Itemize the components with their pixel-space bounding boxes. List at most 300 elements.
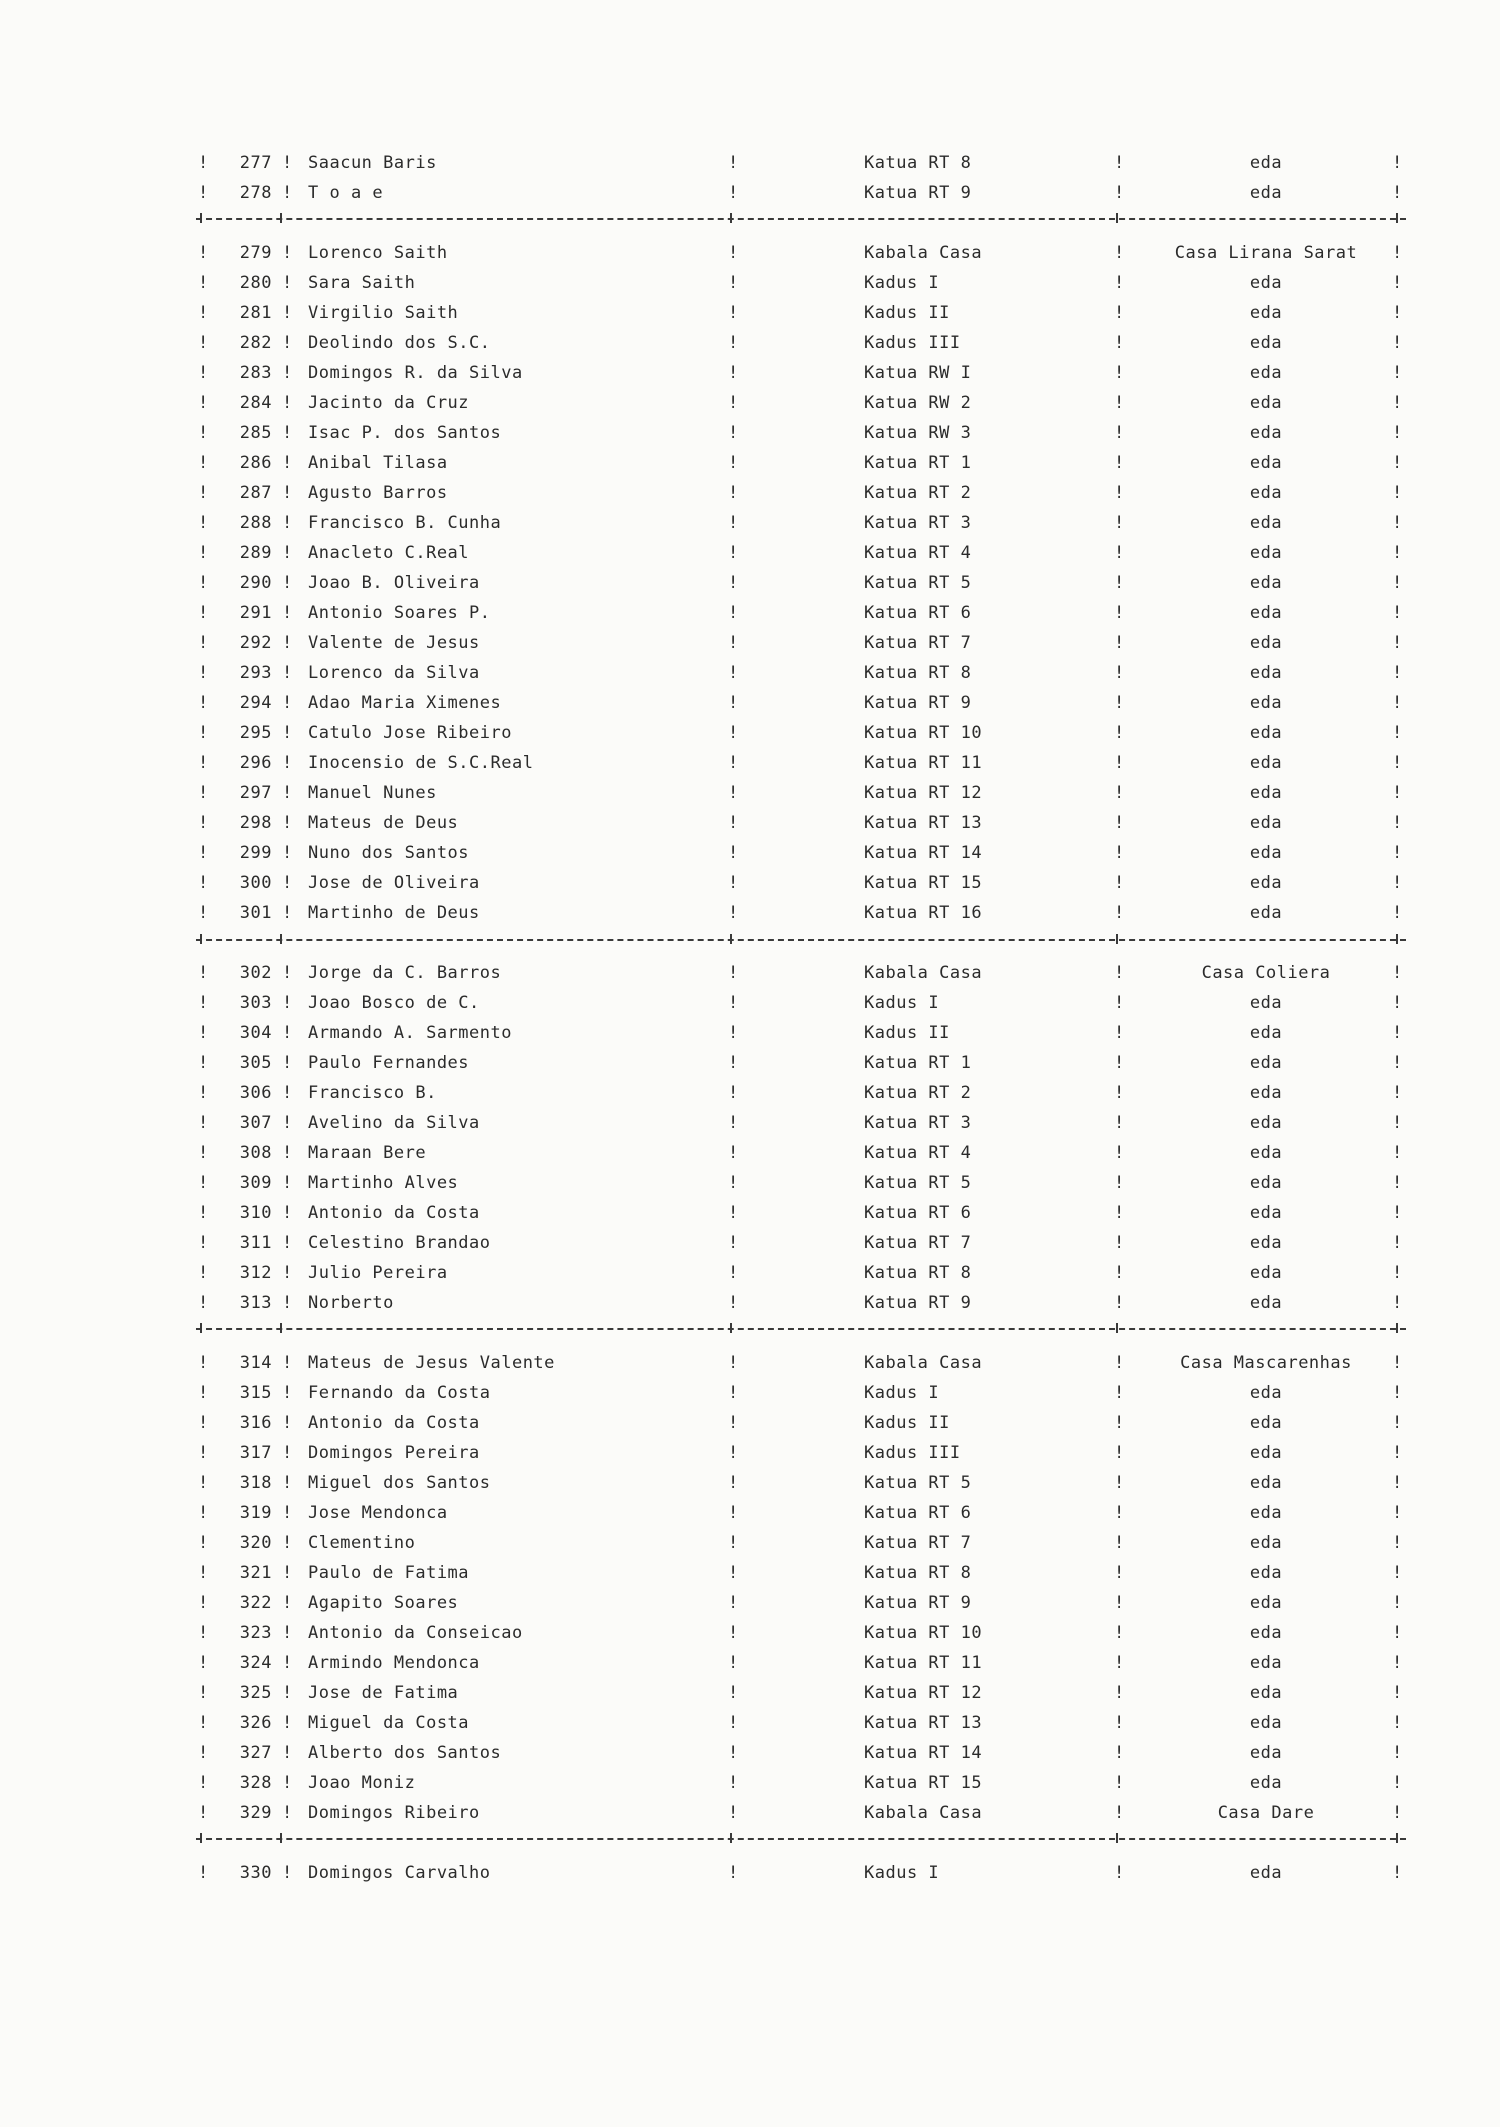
row-border: ! <box>728 1053 739 1073</box>
table-row <box>196 1138 1406 1168</box>
table-row <box>196 1048 1406 1078</box>
row-border-right: ! <box>1392 1863 1403 1883</box>
row-border: ! <box>728 1683 739 1703</box>
row-border: ! <box>728 603 739 623</box>
house-name: eda <box>1249 453 1283 473</box>
column-tick <box>730 1323 732 1333</box>
row-border: ! <box>1114 1863 1125 1883</box>
row-number: 286 <box>239 453 272 473</box>
row-border-right: ! <box>1392 1563 1403 1583</box>
row-border: ! <box>1114 1083 1125 1103</box>
role-title: Katua RT 7 <box>864 1533 972 1553</box>
row-border: ! <box>1114 1353 1125 1373</box>
house-name: eda <box>1249 153 1283 173</box>
table-row <box>196 868 1406 898</box>
row-border-right: ! <box>1392 1083 1403 1103</box>
row-border: ! <box>282 1203 293 1223</box>
row-border: ! <box>1114 993 1125 1013</box>
row-border-left: ! <box>198 1863 209 1883</box>
row-border: ! <box>728 1533 739 1553</box>
person-name: Avelino da Silva <box>308 1113 480 1133</box>
row-border: ! <box>728 723 739 743</box>
table-row <box>196 1288 1406 1318</box>
row-border-right: ! <box>1392 1473 1403 1493</box>
row-border: ! <box>282 1503 293 1523</box>
house-name: eda <box>1249 1083 1283 1103</box>
row-border: ! <box>1114 1473 1125 1493</box>
row-border: ! <box>282 1413 293 1433</box>
row-border-right: ! <box>1392 333 1403 353</box>
row-border: ! <box>728 1113 739 1133</box>
row-border: ! <box>282 1683 293 1703</box>
column-tick <box>730 1833 732 1843</box>
house-name: eda <box>1249 633 1283 653</box>
row-border: ! <box>282 1353 293 1373</box>
row-number: 329 <box>239 1803 272 1823</box>
row-border: ! <box>728 753 739 773</box>
role-title: Katua RT 1 <box>864 1053 972 1073</box>
table-row <box>196 1648 1406 1678</box>
row-number: 282 <box>239 333 272 353</box>
role-title: Katua RT 11 <box>864 1653 983 1673</box>
row-border-right: ! <box>1392 1203 1403 1223</box>
person-name: Paulo Fernandes <box>308 1053 470 1073</box>
person-name: Antonio da Costa <box>308 1203 480 1223</box>
row-border-right: ! <box>1392 963 1403 983</box>
section-divider <box>196 218 1406 220</box>
row-border-left: ! <box>198 1383 209 1403</box>
section-divider <box>196 1328 1406 1330</box>
table-row <box>196 1018 1406 1048</box>
row-border: ! <box>282 1863 293 1883</box>
house-name: eda <box>1249 543 1283 563</box>
house-name: eda <box>1249 1773 1283 1793</box>
row-border: ! <box>1114 1293 1125 1313</box>
row-number: 280 <box>239 273 272 293</box>
table-row <box>196 1858 1406 1888</box>
table-row <box>196 1768 1406 1798</box>
row-border: ! <box>1114 183 1125 203</box>
row-number: 320 <box>239 1533 272 1553</box>
person-name: Miguel dos Santos <box>308 1473 491 1493</box>
row-border: ! <box>728 1233 739 1253</box>
table-row <box>196 778 1406 808</box>
section-divider <box>196 939 1406 941</box>
row-border: ! <box>728 1203 739 1223</box>
row-border-right: ! <box>1392 843 1403 863</box>
person-name: Lorenco Saith <box>308 243 448 263</box>
table-row <box>196 1258 1406 1288</box>
row-border-left: ! <box>198 273 209 293</box>
house-name: eda <box>1249 1683 1283 1703</box>
role-title: Katua RT 10 <box>864 723 983 743</box>
row-number: 278 <box>239 183 272 203</box>
role-title: Katua RT 7 <box>864 1233 972 1253</box>
row-border: ! <box>1114 273 1125 293</box>
house-name: eda <box>1249 843 1283 863</box>
row-border: ! <box>728 1083 739 1103</box>
house-name: eda <box>1249 513 1283 533</box>
role-title: Katua RT 2 <box>864 1083 972 1103</box>
person-name: Valente de Jesus <box>308 633 480 653</box>
house-name: eda <box>1249 1143 1283 1163</box>
row-border: ! <box>282 1233 293 1253</box>
house-name: Casa Mascarenhas <box>1180 1353 1352 1373</box>
column-tick <box>1396 1833 1398 1843</box>
row-border: ! <box>728 453 739 473</box>
row-border: ! <box>282 1533 293 1553</box>
row-border: ! <box>282 1803 293 1823</box>
row-border: ! <box>282 1653 293 1673</box>
row-number: 295 <box>239 723 272 743</box>
row-number: 301 <box>239 903 272 923</box>
row-border-right: ! <box>1392 453 1403 473</box>
row-border: ! <box>282 813 293 833</box>
row-border: ! <box>1114 723 1125 743</box>
row-number: 326 <box>239 1713 272 1733</box>
row-border-right: ! <box>1392 1413 1403 1433</box>
row-border-left: ! <box>198 333 209 353</box>
table-row <box>196 568 1406 598</box>
person-name: Mateus de Deus <box>308 813 459 833</box>
row-border: ! <box>728 1863 739 1883</box>
house-name: eda <box>1249 1413 1283 1433</box>
table-row <box>196 238 1406 268</box>
row-border: ! <box>728 903 739 923</box>
table-row <box>196 658 1406 688</box>
row-border: ! <box>728 663 739 683</box>
person-name: Domingos Pereira <box>308 1443 480 1463</box>
person-name: Clementino <box>308 1533 416 1553</box>
row-border-left: ! <box>198 1443 209 1463</box>
person-name: Domingos Ribeiro <box>308 1803 480 1823</box>
house-name: eda <box>1249 393 1283 413</box>
person-name: Paulo de Fatima <box>308 1563 470 1583</box>
row-border: ! <box>728 1413 739 1433</box>
row-border: ! <box>1114 1113 1125 1133</box>
role-title: Katua RW 3 <box>864 423 972 443</box>
row-border: ! <box>282 1713 293 1733</box>
row-border-right: ! <box>1392 543 1403 563</box>
row-border-left: ! <box>198 1533 209 1553</box>
row-number: 323 <box>239 1623 272 1643</box>
role-title: Kadus III <box>864 333 961 353</box>
person-name: Jorge da C. Barros <box>308 963 502 983</box>
role-title: Katua RT 6 <box>864 1203 972 1223</box>
row-border-right: ! <box>1392 1623 1403 1643</box>
row-border: ! <box>728 393 739 413</box>
person-name: Antonio da Costa <box>308 1413 480 1433</box>
table-row <box>196 1618 1406 1648</box>
row-border-left: ! <box>198 1653 209 1673</box>
row-border-left: ! <box>198 513 209 533</box>
row-number: 322 <box>239 1593 272 1613</box>
row-border: ! <box>282 1083 293 1103</box>
row-border: ! <box>282 243 293 263</box>
row-border: ! <box>1114 1173 1125 1193</box>
person-name: Manuel Nunes <box>308 783 437 803</box>
row-number: 312 <box>239 1263 272 1283</box>
person-name: Jose Mendonca <box>308 1503 448 1523</box>
person-name: Inocensio de S.C.Real <box>308 753 534 773</box>
house-name: eda <box>1249 1593 1283 1613</box>
row-border: ! <box>282 693 293 713</box>
row-border: ! <box>728 1743 739 1763</box>
row-number: 311 <box>239 1233 272 1253</box>
row-border-left: ! <box>198 783 209 803</box>
row-border: ! <box>728 1623 739 1643</box>
person-name: Antonio da Conseicao <box>308 1623 523 1643</box>
row-number: 327 <box>239 1743 272 1763</box>
row-border: ! <box>282 603 293 623</box>
row-border-left: ! <box>198 1773 209 1793</box>
row-border: ! <box>282 393 293 413</box>
house-name: eda <box>1249 1863 1283 1883</box>
person-name: Sara Saith <box>308 273 416 293</box>
role-title: Katua RT 15 <box>864 873 983 893</box>
row-number: 283 <box>239 363 272 383</box>
row-border-right: ! <box>1392 1653 1403 1673</box>
role-title: Kadus II <box>864 1023 950 1043</box>
house-name: eda <box>1249 1503 1283 1523</box>
row-border: ! <box>728 153 739 173</box>
table-row <box>196 508 1406 538</box>
table-row <box>196 988 1406 1018</box>
column-tick <box>730 934 732 944</box>
row-border-right: ! <box>1392 1353 1403 1373</box>
row-border: ! <box>282 453 293 473</box>
house-name: eda <box>1249 1533 1283 1553</box>
row-border: ! <box>728 513 739 533</box>
person-name: Martinho de Deus <box>308 903 480 923</box>
row-border: ! <box>1114 1593 1125 1613</box>
table-row <box>196 1498 1406 1528</box>
row-border: ! <box>1114 1413 1125 1433</box>
column-tick <box>1116 1833 1118 1843</box>
row-border: ! <box>728 1773 739 1793</box>
house-name: eda <box>1249 1173 1283 1193</box>
row-number: 305 <box>239 1053 272 1073</box>
table-row <box>196 748 1406 778</box>
row-border: ! <box>728 543 739 563</box>
row-border: ! <box>1114 1023 1125 1043</box>
table-row <box>196 1468 1406 1498</box>
row-border: ! <box>1114 513 1125 533</box>
person-name: Norberto <box>308 1293 394 1313</box>
row-border-left: ! <box>198 723 209 743</box>
table-row <box>196 268 1406 298</box>
row-border: ! <box>728 1443 739 1463</box>
row-border: ! <box>282 1263 293 1283</box>
house-name: eda <box>1249 993 1283 1013</box>
row-border-right: ! <box>1392 633 1403 653</box>
row-border-left: ! <box>198 1713 209 1733</box>
house-name: eda <box>1249 1473 1283 1493</box>
role-title: Katua RT 5 <box>864 1173 972 1193</box>
role-title: Katua RT 5 <box>864 573 972 593</box>
row-border: ! <box>728 633 739 653</box>
row-border: ! <box>1114 963 1125 983</box>
row-number: 319 <box>239 1503 272 1523</box>
role-title: Katua RT 8 <box>864 153 972 173</box>
table-row <box>196 1738 1406 1768</box>
role-title: Katua RT 6 <box>864 1503 972 1523</box>
row-number: 308 <box>239 1143 272 1163</box>
table-row <box>196 898 1406 928</box>
row-border-right: ! <box>1392 1143 1403 1163</box>
column-tick <box>280 1323 282 1333</box>
house-name: eda <box>1249 1053 1283 1073</box>
role-title: Katua RT 13 <box>864 1713 983 1733</box>
row-number: 317 <box>239 1443 272 1463</box>
table-row <box>196 1078 1406 1108</box>
row-border: ! <box>1114 483 1125 503</box>
row-border: ! <box>1114 903 1125 923</box>
role-title: Katua RT 4 <box>864 1143 972 1163</box>
row-number: 292 <box>239 633 272 653</box>
row-border-left: ! <box>198 543 209 563</box>
person-name: Armindo Mendonca <box>308 1653 480 1673</box>
row-border: ! <box>728 1143 739 1163</box>
row-border-right: ! <box>1392 1293 1403 1313</box>
row-border-left: ! <box>198 1053 209 1073</box>
row-border: ! <box>728 1263 739 1283</box>
row-number: 300 <box>239 873 272 893</box>
row-border-left: ! <box>198 873 209 893</box>
row-number: 316 <box>239 1413 272 1433</box>
row-border-left: ! <box>198 1683 209 1703</box>
row-border: ! <box>728 363 739 383</box>
row-border: ! <box>282 1623 293 1643</box>
person-name: Francisco B. Cunha <box>308 513 502 533</box>
row-border: ! <box>1114 633 1125 653</box>
row-border: ! <box>282 1743 293 1763</box>
row-border-left: ! <box>198 1203 209 1223</box>
role-title: Katua RT 1 <box>864 453 972 473</box>
row-border: ! <box>728 303 739 323</box>
row-border-right: ! <box>1392 1503 1403 1523</box>
role-title: Katua RT 13 <box>864 813 983 833</box>
role-title: Katua RT 6 <box>864 603 972 623</box>
row-border-right: ! <box>1392 393 1403 413</box>
row-border: ! <box>282 1293 293 1313</box>
row-border-right: ! <box>1392 1383 1403 1403</box>
row-border-right: ! <box>1392 1053 1403 1073</box>
person-name: Anibal Tilasa <box>308 453 448 473</box>
row-border: ! <box>1114 423 1125 443</box>
row-border-right: ! <box>1392 603 1403 623</box>
person-name: T o a e <box>308 183 384 203</box>
row-number: 299 <box>239 843 272 863</box>
table-row <box>196 958 1406 988</box>
person-name: Adao Maria Ximenes <box>308 693 502 713</box>
person-name: Deolindo dos S.C. <box>308 333 491 353</box>
row-border: ! <box>728 273 739 293</box>
column-tick <box>1116 934 1118 944</box>
row-border-right: ! <box>1392 1023 1403 1043</box>
person-name: Celestino Brandao <box>308 1233 491 1253</box>
row-border: ! <box>728 1653 739 1673</box>
row-border: ! <box>728 1173 739 1193</box>
role-title: Katua RT 11 <box>864 753 983 773</box>
row-border-right: ! <box>1392 1113 1403 1133</box>
row-border: ! <box>282 423 293 443</box>
table-row <box>196 838 1406 868</box>
table-row <box>196 1168 1406 1198</box>
role-title: Katua RT 5 <box>864 1473 972 1493</box>
role-title: Katua RW 2 <box>864 393 972 413</box>
row-border: ! <box>1114 663 1125 683</box>
row-border: ! <box>728 693 739 713</box>
row-border-right: ! <box>1392 573 1403 593</box>
row-number: 328 <box>239 1773 272 1793</box>
row-border: ! <box>728 1473 739 1493</box>
person-name: Jose de Oliveira <box>308 873 480 893</box>
row-border: ! <box>1114 693 1125 713</box>
row-border-left: ! <box>198 483 209 503</box>
row-number: 290 <box>239 573 272 593</box>
person-name: Julio Pereira <box>308 1263 448 1283</box>
row-border-right: ! <box>1392 1233 1403 1253</box>
row-number: 318 <box>239 1473 272 1493</box>
row-border: ! <box>282 1473 293 1493</box>
column-tick <box>280 213 282 223</box>
house-name: eda <box>1249 1563 1283 1583</box>
person-name: Francisco B. <box>308 1083 437 1103</box>
column-tick <box>280 1833 282 1843</box>
person-name: Maraan Bere <box>308 1143 427 1163</box>
role-title: Kadus II <box>864 1413 950 1433</box>
row-number: 315 <box>239 1383 272 1403</box>
table-row <box>196 388 1406 418</box>
house-name: eda <box>1249 663 1283 683</box>
row-number: 288 <box>239 513 272 533</box>
table-row <box>196 598 1406 628</box>
row-border-right: ! <box>1392 483 1403 503</box>
row-border: ! <box>1114 1203 1125 1223</box>
row-border: ! <box>1114 873 1125 893</box>
row-number: 284 <box>239 393 272 413</box>
person-name: Isac P. dos Santos <box>308 423 502 443</box>
row-border: ! <box>282 513 293 533</box>
row-border: ! <box>1114 1263 1125 1283</box>
row-border: ! <box>1114 1623 1125 1643</box>
house-name: eda <box>1249 1293 1283 1313</box>
row-border: ! <box>1114 783 1125 803</box>
person-name: Agusto Barros <box>308 483 448 503</box>
row-border-left: ! <box>198 303 209 323</box>
house-name: eda <box>1249 1653 1283 1673</box>
house-name: eda <box>1249 573 1283 593</box>
row-border-right: ! <box>1392 1803 1403 1823</box>
person-name: Virgilio Saith <box>308 303 459 323</box>
row-border-left: ! <box>198 573 209 593</box>
row-border: ! <box>282 1023 293 1043</box>
row-border-right: ! <box>1392 423 1403 443</box>
person-name: Anacleto C.Real <box>308 543 470 563</box>
row-border: ! <box>728 1383 739 1403</box>
row-border-right: ! <box>1392 663 1403 683</box>
row-border-left: ! <box>198 603 209 623</box>
row-border: ! <box>282 1113 293 1133</box>
row-border-right: ! <box>1392 1263 1403 1283</box>
table-row <box>196 1348 1406 1378</box>
row-border-left: ! <box>198 1143 209 1163</box>
role-title: Katua RT 14 <box>864 1743 983 1763</box>
row-border: ! <box>282 1173 293 1193</box>
table-row <box>196 298 1406 328</box>
person-name: Catulo Jose Ribeiro <box>308 723 512 743</box>
